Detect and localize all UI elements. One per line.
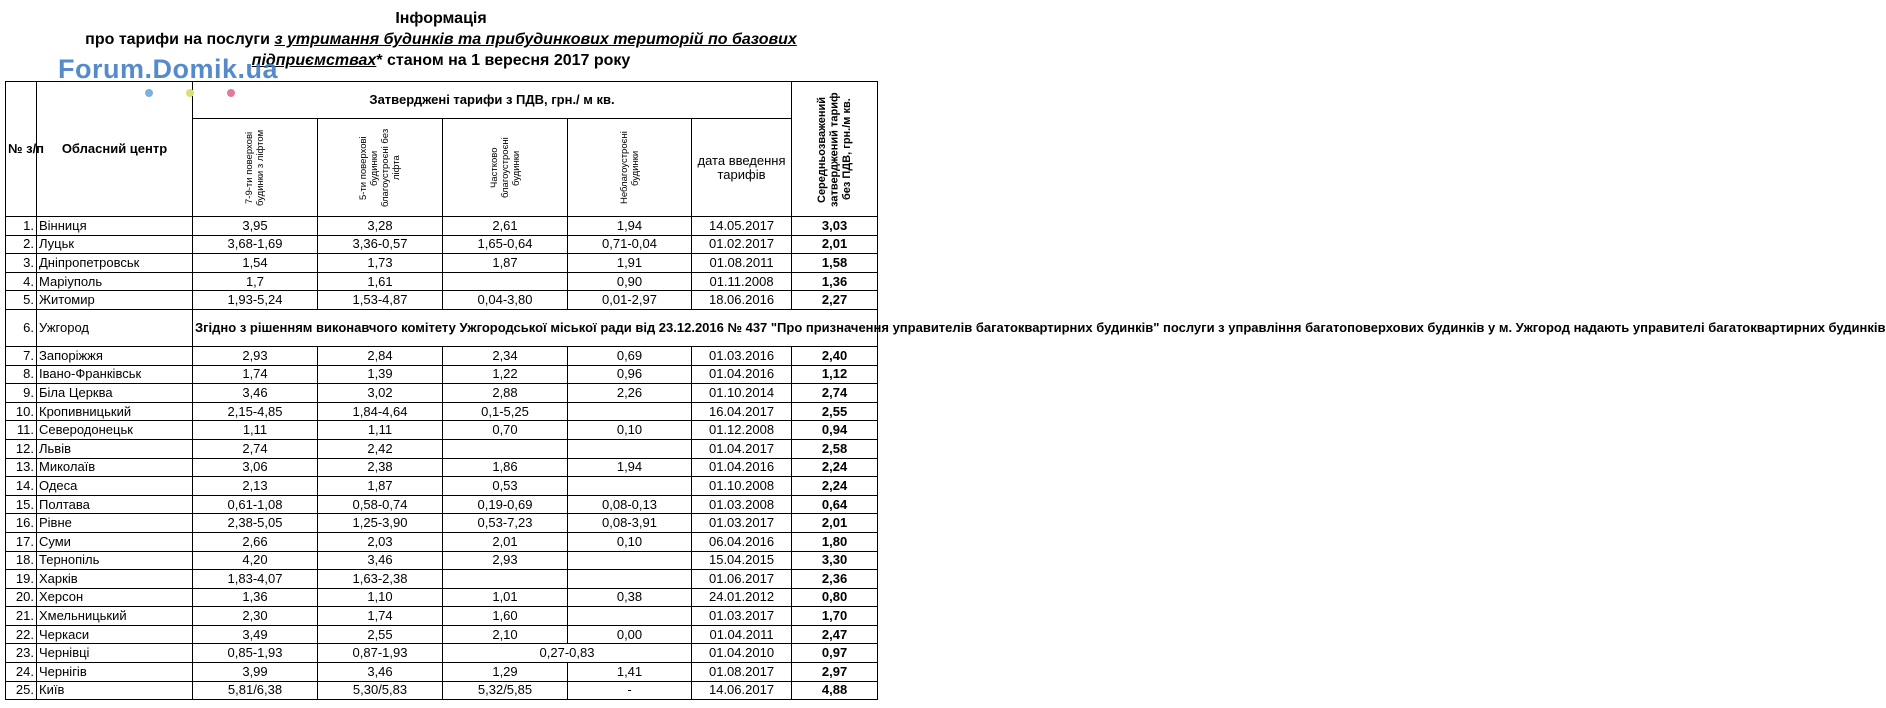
- tariff-no-lift: 1,53-4,87: [318, 291, 443, 310]
- tariff-no-lift: 2,42: [318, 439, 443, 458]
- row-number: 25.: [6, 681, 37, 700]
- tariff-partial: 2,01: [443, 532, 568, 551]
- header-average-tariff: [792, 82, 878, 217]
- tariff-no-lift: 1,10: [318, 588, 443, 607]
- row-number: 11.: [6, 421, 37, 440]
- tariff-date: 14.06.2017: [692, 681, 792, 700]
- watermark-dot-blue: [145, 89, 153, 97]
- table-row: [6, 607, 878, 626]
- row-number: 24.: [6, 663, 37, 682]
- tariff-partial: 0,53-7,23: [443, 514, 568, 533]
- tariff-date: 01.02.2017: [692, 235, 792, 254]
- tariff-no-lift: 1,74: [318, 607, 443, 626]
- tariff-partial: 1,29: [443, 663, 568, 682]
- average-tariff: 0,94: [792, 421, 878, 440]
- row-number: 1.: [6, 217, 37, 236]
- row-number: 7.: [6, 346, 37, 365]
- tariff-partial: 2,34: [443, 346, 568, 365]
- tariff-lift: 3,95: [193, 217, 318, 236]
- header-tariffs-group: Затверджені тарифи з ПДВ, грн./ м кв.: [193, 82, 792, 119]
- tariff-lift: 3,46: [193, 384, 318, 403]
- table-row: [6, 254, 878, 273]
- tariff-partial: 0,19-0,69: [443, 495, 568, 514]
- table-row: [6, 644, 878, 663]
- tariff-no-lift: 1,87: [318, 477, 443, 496]
- average-tariff: 2,55: [792, 402, 878, 421]
- title-line-3-underlined: підприємствах: [251, 52, 377, 69]
- tariff-partial: 0,70: [443, 421, 568, 440]
- tariff-lift: 3,49: [193, 625, 318, 644]
- tariff-date: 18.06.2016: [692, 291, 792, 310]
- tariff-lift: 0,61-1,08: [193, 495, 318, 514]
- row-number: 14.: [6, 477, 37, 496]
- city-name: Житомир: [37, 291, 193, 310]
- city-name: Северодонецьк: [37, 421, 193, 440]
- tariff-lift: 3,99: [193, 663, 318, 682]
- average-tariff: 2,74: [792, 384, 878, 403]
- tariff-no-lift: 1,73: [318, 254, 443, 273]
- tariff-no-lift: 2,55: [318, 625, 443, 644]
- tariff-partial: [443, 570, 568, 589]
- city-name: Чернівці: [37, 644, 193, 663]
- city-name: Харків: [37, 570, 193, 589]
- tariff-partial: 1,22: [443, 365, 568, 384]
- city-name: Суми: [37, 532, 193, 551]
- table-row: [6, 384, 878, 403]
- tariff-lift: 3,06: [193, 458, 318, 477]
- tariffs-table: [5, 81, 1886, 700]
- tariff-partial: 5,32/5,85: [443, 681, 568, 700]
- tariff-lift: 5,81/6,38: [193, 681, 318, 700]
- tariff-unimproved: [568, 570, 692, 589]
- watermark-dot-pink: [227, 89, 235, 97]
- table-row: [6, 458, 878, 477]
- table-row: [6, 663, 878, 682]
- tariff-date: 01.03.2016: [692, 346, 792, 365]
- city-name: Полтава: [37, 495, 193, 514]
- tariff-date: 01.04.2011: [692, 625, 792, 644]
- row-number: 12.: [6, 439, 37, 458]
- average-tariff: 4,88: [792, 681, 878, 700]
- row-number: 2.: [6, 235, 37, 254]
- tariff-date: 01.04.2016: [692, 365, 792, 384]
- tariff-date: 15.04.2015: [692, 551, 792, 570]
- average-tariff: 1,12: [792, 365, 878, 384]
- tariff-unimproved: 0,10: [568, 532, 692, 551]
- header-date: дата введення тарифів: [692, 119, 792, 217]
- header-no-lift-buildings-text: 5-ти поверхові будинки благоустроєні без ліфта: [358, 128, 402, 207]
- row-number: 6.: [6, 309, 37, 346]
- title-line-2: [0, 29, 882, 50]
- title-line-2-underlined: з утримання будинків та прибудинкових територій по базових: [274, 31, 797, 48]
- header-center: Обласний центр: [37, 82, 193, 217]
- tariff-unimproved: 1,94: [568, 458, 692, 477]
- tariff-no-lift: 3,46: [318, 663, 443, 682]
- tariff-date: 01.10.2014: [692, 384, 792, 403]
- tariff-date: 06.04.2016: [692, 532, 792, 551]
- row-number: 10.: [6, 402, 37, 421]
- row-number: 19.: [6, 570, 37, 589]
- average-tariff: 1,70: [792, 607, 878, 626]
- city-name: Дніпропетровськ: [37, 254, 193, 273]
- header-unimproved-buildings: [568, 119, 692, 217]
- header-lift-buildings-text: 7-9-ти поверхові будинки з ліфтом: [244, 129, 266, 206]
- tariff-date: 01.11.2008: [692, 272, 792, 291]
- tariff-date: 01.04.2017: [692, 439, 792, 458]
- table-row: [6, 588, 878, 607]
- tariff-unimproved: 1,91: [568, 254, 692, 273]
- city-name: Рівне: [37, 514, 193, 533]
- tariff-lift: 2,66: [193, 532, 318, 551]
- tariff-unimproved: [568, 439, 692, 458]
- tariff-date: 01.03.2017: [692, 607, 792, 626]
- row-number: 18.: [6, 551, 37, 570]
- tariff-lift: 2,30: [193, 607, 318, 626]
- average-tariff: 1,58: [792, 254, 878, 273]
- tariff-date: 16.04.2017: [692, 402, 792, 421]
- tariff-unimproved: 0,08-0,13: [568, 495, 692, 514]
- average-tariff: 2,47: [792, 625, 878, 644]
- table-row: [6, 532, 878, 551]
- city-name: Вінниця: [37, 217, 193, 236]
- tariff-date: 01.12.2008: [692, 421, 792, 440]
- table-row: [6, 551, 878, 570]
- tariff-unimproved: 0,10: [568, 421, 692, 440]
- tariff-unimproved: 0,96: [568, 365, 692, 384]
- city-name: Луцьк: [37, 235, 193, 254]
- row-number: 22.: [6, 625, 37, 644]
- tariff-no-lift: 1,25-3,90: [318, 514, 443, 533]
- tariff-no-lift: 0,58-0,74: [318, 495, 443, 514]
- city-name: Запоріжжя: [37, 346, 193, 365]
- tariff-lift: 2,74: [193, 439, 318, 458]
- tariff-unimproved: 0,00: [568, 625, 692, 644]
- tariff-no-lift: 3,02: [318, 384, 443, 403]
- tariff-no-lift: 0,87-1,93: [318, 644, 443, 663]
- header-partial-buildings: [443, 119, 568, 217]
- tariff-lift: 1,36: [193, 588, 318, 607]
- table-row: [6, 514, 878, 533]
- city-name: Чернігів: [37, 663, 193, 682]
- tariff-no-lift: 1,61: [318, 272, 443, 291]
- tariff-date: 01.03.2008: [692, 495, 792, 514]
- header-lift-buildings: [193, 119, 318, 217]
- tariff-unimproved: -: [568, 681, 692, 700]
- average-tariff: 0,80: [792, 588, 878, 607]
- table-row: [6, 570, 878, 589]
- table-row: [6, 421, 878, 440]
- city-name: Одеса: [37, 477, 193, 496]
- tariff-lift: 4,20: [193, 551, 318, 570]
- tariff-unimproved: 0,69: [568, 346, 692, 365]
- tariff-partial: 1,87: [443, 254, 568, 273]
- header-average-tariff-text: Середньозважений затверджений тариф без ПДВ, грн./м кв.: [815, 91, 853, 207]
- tariff-lift: 2,93: [193, 346, 318, 365]
- tariffs-table-body: [6, 82, 1886, 700]
- tariff-lift: 2,15-4,85: [193, 402, 318, 421]
- row-number: 3.: [6, 254, 37, 273]
- table-row: [6, 439, 878, 458]
- row-number: 21.: [6, 607, 37, 626]
- table-row: [6, 235, 878, 254]
- tariff-date: 01.04.2016: [692, 458, 792, 477]
- title-line-1: Інформація: [395, 10, 487, 27]
- tariff-no-lift: 1,84-4,64: [318, 402, 443, 421]
- watermark-logo: Forum.Domik.ua: [58, 54, 279, 84]
- tariff-partial: 2,10: [443, 625, 568, 644]
- average-tariff: 0,64: [792, 495, 878, 514]
- average-tariff: 2,40: [792, 346, 878, 365]
- header-no-lift-buildings: [318, 119, 443, 217]
- tariff-partial: 1,01: [443, 588, 568, 607]
- tariff-unimproved: 0,01-2,97: [568, 291, 692, 310]
- tariff-no-lift: 2,03: [318, 532, 443, 551]
- tariff-lift: 1,93-5,24: [193, 291, 318, 310]
- table-row: [6, 495, 878, 514]
- average-tariff: 2,58: [792, 439, 878, 458]
- average-tariff: 3,30: [792, 551, 878, 570]
- row-number: 17.: [6, 532, 37, 551]
- table-row: [6, 272, 878, 291]
- average-tariff: 1,80: [792, 532, 878, 551]
- tariff-unimproved: [568, 402, 692, 421]
- tariff-no-lift: 2,84: [318, 346, 443, 365]
- city-name: Біла Церква: [37, 384, 193, 403]
- tariff-lift: 0,85-1,93: [193, 644, 318, 663]
- city-name: Кропивницький: [37, 402, 193, 421]
- row-number: 13.: [6, 458, 37, 477]
- tariff-unimproved: 0,90: [568, 272, 692, 291]
- average-tariff: 2,36: [792, 570, 878, 589]
- row-number: 5.: [6, 291, 37, 310]
- table-row: [6, 309, 878, 346]
- tariff-partial: 1,86: [443, 458, 568, 477]
- row-number: 20.: [6, 588, 37, 607]
- row-number: 4.: [6, 272, 37, 291]
- tariff-no-lift: 1,39: [318, 365, 443, 384]
- tariff-no-lift: 1,63-2,38: [318, 570, 443, 589]
- city-name: Київ: [37, 681, 193, 700]
- title-line-3-suffix: * станом на 1 вересня 2017 року: [376, 52, 631, 69]
- tariff-partial: [443, 272, 568, 291]
- tariff-unimproved: [568, 477, 692, 496]
- tariff-no-lift: 3,28: [318, 217, 443, 236]
- tariff-partial-unimproved: 0,27-0,83: [443, 644, 692, 663]
- row-number: 9.: [6, 384, 37, 403]
- uzhhorod-note: Згідно з рішенням виконавчого комітету Ужгородської міської ради від 23.12.2016 № 437 "Про призначення управителів багатоквартирних будинків" послуги з управління багатоповерхових будинків у м. Ужгород надають управителі багатоквартирних будинків: [193, 309, 878, 346]
- average-tariff: 2,27: [792, 291, 878, 310]
- tariff-partial: [443, 439, 568, 458]
- tariff-lift: 1,83-4,07: [193, 570, 318, 589]
- average-tariff: 2,24: [792, 458, 878, 477]
- city-name: Львів: [37, 439, 193, 458]
- tariff-lift: 1,7: [193, 272, 318, 291]
- watermark-dot-yellow: [186, 89, 194, 97]
- tariff-partial: 0,04-3,80: [443, 291, 568, 310]
- tariff-lift: 1,11: [193, 421, 318, 440]
- tariff-unimproved: [568, 607, 692, 626]
- city-name: Хмельницький: [37, 607, 193, 626]
- tariff-lift: 1,74: [193, 365, 318, 384]
- tariff-no-lift: 3,36-0,57: [318, 235, 443, 254]
- tariff-lift: 3,68-1,69: [193, 235, 318, 254]
- tariff-date: 24.01.2012: [692, 588, 792, 607]
- tariff-unimproved: 0,71-0,04: [568, 235, 692, 254]
- table-row: [6, 477, 878, 496]
- city-name: Маріуполь: [37, 272, 193, 291]
- tariff-no-lift: 3,46: [318, 551, 443, 570]
- average-tariff: 1,36: [792, 272, 878, 291]
- header-row-1: [6, 82, 878, 119]
- tariff-date: 01.03.2017: [692, 514, 792, 533]
- tariff-partial: 2,88: [443, 384, 568, 403]
- tariff-unimproved: 0,08-3,91: [568, 514, 692, 533]
- tariff-lift: 2,38-5,05: [193, 514, 318, 533]
- header-number: № з/п: [6, 82, 37, 217]
- average-tariff: 2,01: [792, 235, 878, 254]
- tariff-no-lift: 5,30/5,83: [318, 681, 443, 700]
- tariff-date: 01.04.2010: [692, 644, 792, 663]
- row-number: 8.: [6, 365, 37, 384]
- average-tariff: 3,03: [792, 217, 878, 236]
- tariff-unimproved: 1,41: [568, 663, 692, 682]
- tariff-no-lift: 2,38: [318, 458, 443, 477]
- tariff-date: 01.08.2017: [692, 663, 792, 682]
- average-tariff: 2,97: [792, 663, 878, 682]
- tariff-date: 14.05.2017: [692, 217, 792, 236]
- city-name: Івано-Франківськ: [37, 365, 193, 384]
- tariff-lift: 1,54: [193, 254, 318, 273]
- header-unimproved-buildings-text: Неблагоустроєні будинки: [618, 131, 641, 204]
- city-name: Черкаси: [37, 625, 193, 644]
- table-row: [6, 346, 878, 365]
- average-tariff: 0,97: [792, 644, 878, 663]
- tariff-date: 01.10.2008: [692, 477, 792, 496]
- tariff-partial: 1,65-0,64: [443, 235, 568, 254]
- table-row: [6, 625, 878, 644]
- city-name: Миколаїв: [37, 458, 193, 477]
- table-row: [6, 217, 878, 236]
- row-number: 23.: [6, 644, 37, 663]
- average-tariff: 2,24: [792, 477, 878, 496]
- header-partial-buildings-text: Частково благоустроєні будинки: [488, 137, 522, 198]
- table-row: [6, 402, 878, 421]
- tariff-unimproved: 2,26: [568, 384, 692, 403]
- table-row: [6, 681, 878, 700]
- tariff-unimproved: 1,94: [568, 217, 692, 236]
- tariff-unimproved: [568, 551, 692, 570]
- tariff-partial: 2,61: [443, 217, 568, 236]
- tariff-lift: 2,13: [193, 477, 318, 496]
- average-tariff: 2,01: [792, 514, 878, 533]
- city-name: Херсон: [37, 588, 193, 607]
- tariff-partial: 2,93: [443, 551, 568, 570]
- tariff-unimproved: 0,38: [568, 588, 692, 607]
- title-line-2-prefix: про тарифи на послуги: [85, 31, 275, 48]
- tariff-partial: 1,60: [443, 607, 568, 626]
- table-row: [6, 365, 878, 384]
- table-row: [6, 291, 878, 310]
- tariff-partial: 0,1-5,25: [443, 402, 568, 421]
- tariff-date: 01.06.2017: [692, 570, 792, 589]
- city-name: Тернопіль: [37, 551, 193, 570]
- city-name: Ужгород: [37, 309, 193, 346]
- tariff-date: 01.08.2011: [692, 254, 792, 273]
- row-number: 16.: [6, 514, 37, 533]
- tariff-partial: 0,53: [443, 477, 568, 496]
- tariff-no-lift: 1,11: [318, 421, 443, 440]
- row-number: 15.: [6, 495, 37, 514]
